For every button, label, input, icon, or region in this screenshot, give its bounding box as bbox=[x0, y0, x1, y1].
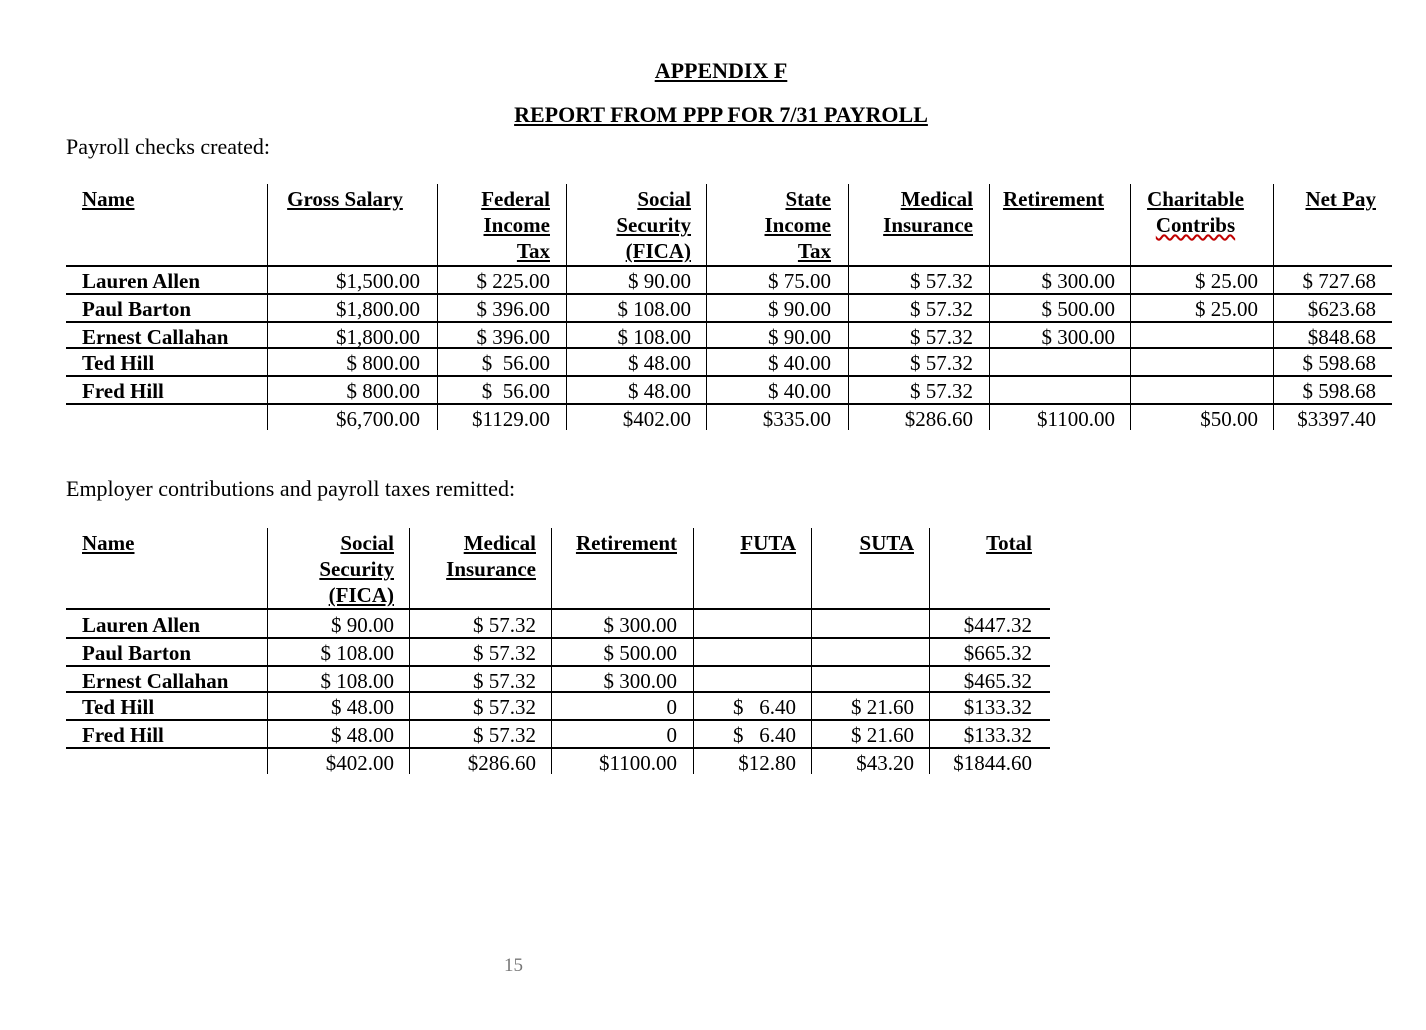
table-cell-state: $ 40.00 bbox=[768, 351, 831, 375]
total-social: $402.00 bbox=[622, 407, 691, 431]
column-header-social: Social bbox=[637, 187, 691, 211]
report-title: REPORT FROM PPP FOR 7/31 PAYROLL bbox=[514, 102, 928, 127]
table-cell-net: $848.68 bbox=[1307, 325, 1376, 349]
total-social: $402.00 bbox=[325, 751, 394, 775]
table-cell-social: $ 48.00 bbox=[331, 723, 394, 747]
column-header-social: Security bbox=[616, 213, 691, 237]
table-cell-gross: $ 800.00 bbox=[346, 351, 420, 375]
employee-name: Fred Hill bbox=[82, 723, 164, 747]
total-medical: $286.60 bbox=[467, 751, 536, 775]
table-cell-social: $ 48.00 bbox=[628, 379, 691, 403]
table-cell-gross: $1,800.00 bbox=[336, 297, 420, 321]
table-cell-suta: $ 21.60 bbox=[851, 695, 914, 719]
table-cell-social: $ 108.00 bbox=[617, 297, 691, 321]
total-gross: $6,700.00 bbox=[336, 407, 420, 431]
table-cell-state: $ 90.00 bbox=[768, 325, 831, 349]
table-cell-medical: $ 57.32 bbox=[910, 269, 973, 293]
employee-name: Ernest Callahan bbox=[82, 669, 229, 693]
table-cell-medical: $ 57.32 bbox=[910, 379, 973, 403]
column-header-state: Income bbox=[764, 213, 831, 237]
table-cell-social: $ 108.00 bbox=[617, 325, 691, 349]
table-cell-total: $447.32 bbox=[963, 613, 1032, 637]
total-federal: $1129.00 bbox=[472, 407, 550, 431]
column-header-medical: Medical bbox=[463, 531, 536, 555]
column-header-federal: Tax bbox=[516, 239, 550, 263]
total-retirement: $1100.00 bbox=[599, 751, 677, 775]
table-cell-social: $ 108.00 bbox=[320, 641, 394, 665]
column-divider bbox=[267, 528, 268, 774]
table-cell-futa: $ 6.40 bbox=[733, 695, 796, 719]
total-state: $335.00 bbox=[762, 407, 831, 431]
column-divider bbox=[551, 528, 552, 774]
table-cell-state: $ 75.00 bbox=[768, 269, 831, 293]
table-cell-retirement: $ 300.00 bbox=[603, 613, 677, 637]
column-header-suta: SUTA bbox=[859, 531, 914, 555]
column-header-medical: Medical bbox=[900, 187, 973, 211]
column-divider bbox=[409, 528, 410, 774]
employee-name: Ernest Callahan bbox=[82, 325, 229, 349]
column-header-social: (FICA) bbox=[328, 583, 394, 607]
column-header-gross: Gross Salary bbox=[287, 187, 403, 211]
table-cell-medical: $ 57.32 bbox=[910, 351, 973, 375]
table-cell-retirement: $ 500.00 bbox=[1041, 297, 1115, 321]
column-header-name: Name bbox=[82, 531, 135, 555]
table-cell-federal: $ 225.00 bbox=[476, 269, 550, 293]
column-header-name: Name bbox=[82, 187, 135, 211]
table-cell-federal: $ 56.00 bbox=[481, 379, 550, 403]
table-cell-retirement: 0 bbox=[666, 723, 677, 747]
total-net: $3397.40 bbox=[1297, 407, 1376, 431]
column-divider bbox=[848, 184, 849, 430]
table-cell-retirement: $ 300.00 bbox=[603, 669, 677, 693]
column-header-medical: Insurance bbox=[883, 213, 973, 237]
table-cell-medical: $ 57.32 bbox=[473, 641, 536, 665]
table-cell-social: $ 108.00 bbox=[320, 669, 394, 693]
table-cell-net: $ 598.68 bbox=[1302, 379, 1376, 403]
table-cell-medical: $ 57.32 bbox=[473, 613, 536, 637]
column-header-federal: Federal bbox=[481, 187, 550, 211]
column-header-federal: Income bbox=[483, 213, 550, 237]
column-header-total: Total bbox=[986, 531, 1032, 555]
column-divider bbox=[1273, 184, 1274, 430]
table-cell-net: $ 727.68 bbox=[1302, 269, 1376, 293]
employee-name: Fred Hill bbox=[82, 379, 164, 403]
column-divider bbox=[811, 528, 812, 774]
column-divider bbox=[693, 528, 694, 774]
column-header-state: State bbox=[785, 187, 831, 211]
table-cell-gross: $ 800.00 bbox=[346, 379, 420, 403]
table-cell-futa: $ 6.40 bbox=[733, 723, 796, 747]
table-cell-total: $133.32 bbox=[963, 723, 1032, 747]
column-divider bbox=[566, 184, 567, 430]
employee-name: Lauren Allen bbox=[82, 613, 201, 637]
employee-name: Lauren Allen bbox=[82, 269, 201, 293]
table-cell-federal: $ 56.00 bbox=[481, 351, 550, 375]
total-medical: $286.60 bbox=[904, 407, 973, 431]
column-header-social: Security bbox=[319, 557, 394, 581]
employer-contributions-label: Employer contributions and payroll taxes remitted: bbox=[66, 476, 516, 501]
column-divider bbox=[989, 184, 990, 430]
table-cell-state: $ 90.00 bbox=[768, 297, 831, 321]
column-header-charitable: Charitable bbox=[1147, 187, 1244, 211]
total-suta: $43.20 bbox=[856, 751, 914, 775]
table-cell-state: $ 40.00 bbox=[768, 379, 831, 403]
column-header-medical: Insurance bbox=[446, 557, 536, 581]
table-cell-suta: $ 21.60 bbox=[851, 723, 914, 747]
table-cell-retirement: $ 300.00 bbox=[1041, 325, 1115, 349]
table-cell-medical: $ 57.32 bbox=[910, 297, 973, 321]
table-cell-net: $ 598.68 bbox=[1302, 351, 1376, 375]
table-cell-retirement: $ 500.00 bbox=[603, 641, 677, 665]
row-divider bbox=[66, 608, 1050, 610]
table-cell-social: $ 90.00 bbox=[628, 269, 691, 293]
total-total: $1844.60 bbox=[953, 751, 1032, 775]
employee-name: Ted Hill bbox=[82, 695, 155, 719]
table-cell-total: $465.32 bbox=[963, 669, 1032, 693]
table-cell-total: $133.32 bbox=[963, 695, 1032, 719]
column-divider bbox=[437, 184, 438, 430]
table-cell-social: $ 48.00 bbox=[628, 351, 691, 375]
table-cell-gross: $1,500.00 bbox=[336, 269, 420, 293]
table-cell-charitable: $ 25.00 bbox=[1195, 269, 1258, 293]
total-charitable: $50.00 bbox=[1200, 407, 1258, 431]
table-cell-retirement: $ 300.00 bbox=[1041, 269, 1115, 293]
employee-name: Paul Barton bbox=[82, 297, 192, 321]
column-divider bbox=[929, 528, 930, 774]
table-cell-total: $665.32 bbox=[963, 641, 1032, 665]
table-cell-gross: $1,800.00 bbox=[336, 325, 420, 349]
total-retirement: $1100.00 bbox=[1037, 407, 1115, 431]
table-cell-social: $ 48.00 bbox=[331, 695, 394, 719]
appendix-heading: APPENDIX F bbox=[654, 58, 788, 83]
column-header-social: (FICA) bbox=[625, 239, 691, 263]
column-header-retirement: Retirement bbox=[1002, 187, 1105, 211]
column-divider bbox=[706, 184, 707, 430]
column-header-charitable: Contribs bbox=[1155, 213, 1236, 237]
table-cell-federal: $ 396.00 bbox=[476, 325, 550, 349]
table-cell-medical: $ 57.32 bbox=[910, 325, 973, 349]
row-divider bbox=[66, 265, 1392, 267]
column-header-state: Tax bbox=[797, 239, 831, 263]
column-header-retirement: Retirement bbox=[575, 531, 677, 555]
table-cell-charitable: $ 25.00 bbox=[1195, 297, 1258, 321]
column-divider bbox=[267, 184, 268, 430]
table-cell-medical: $ 57.32 bbox=[473, 723, 536, 747]
column-header-social: Social bbox=[340, 531, 394, 555]
employee-name: Paul Barton bbox=[82, 641, 192, 665]
table-cell-federal: $ 396.00 bbox=[476, 297, 550, 321]
column-divider bbox=[1130, 184, 1131, 430]
column-header-futa: FUTA bbox=[740, 531, 796, 555]
table-cell-social: $ 90.00 bbox=[331, 613, 394, 637]
total-futa: $12.80 bbox=[738, 751, 796, 775]
table-cell-net: $623.68 bbox=[1307, 297, 1376, 321]
table-cell-retirement: 0 bbox=[666, 695, 677, 719]
employee-name: Ted Hill bbox=[82, 351, 155, 375]
table-cell-medical: $ 57.32 bbox=[473, 669, 536, 693]
page-number: 15 bbox=[504, 955, 523, 976]
column-header-net: Net Pay bbox=[1305, 187, 1376, 211]
payroll-checks-label: Payroll checks created: bbox=[66, 134, 271, 159]
table-cell-medical: $ 57.32 bbox=[473, 695, 536, 719]
